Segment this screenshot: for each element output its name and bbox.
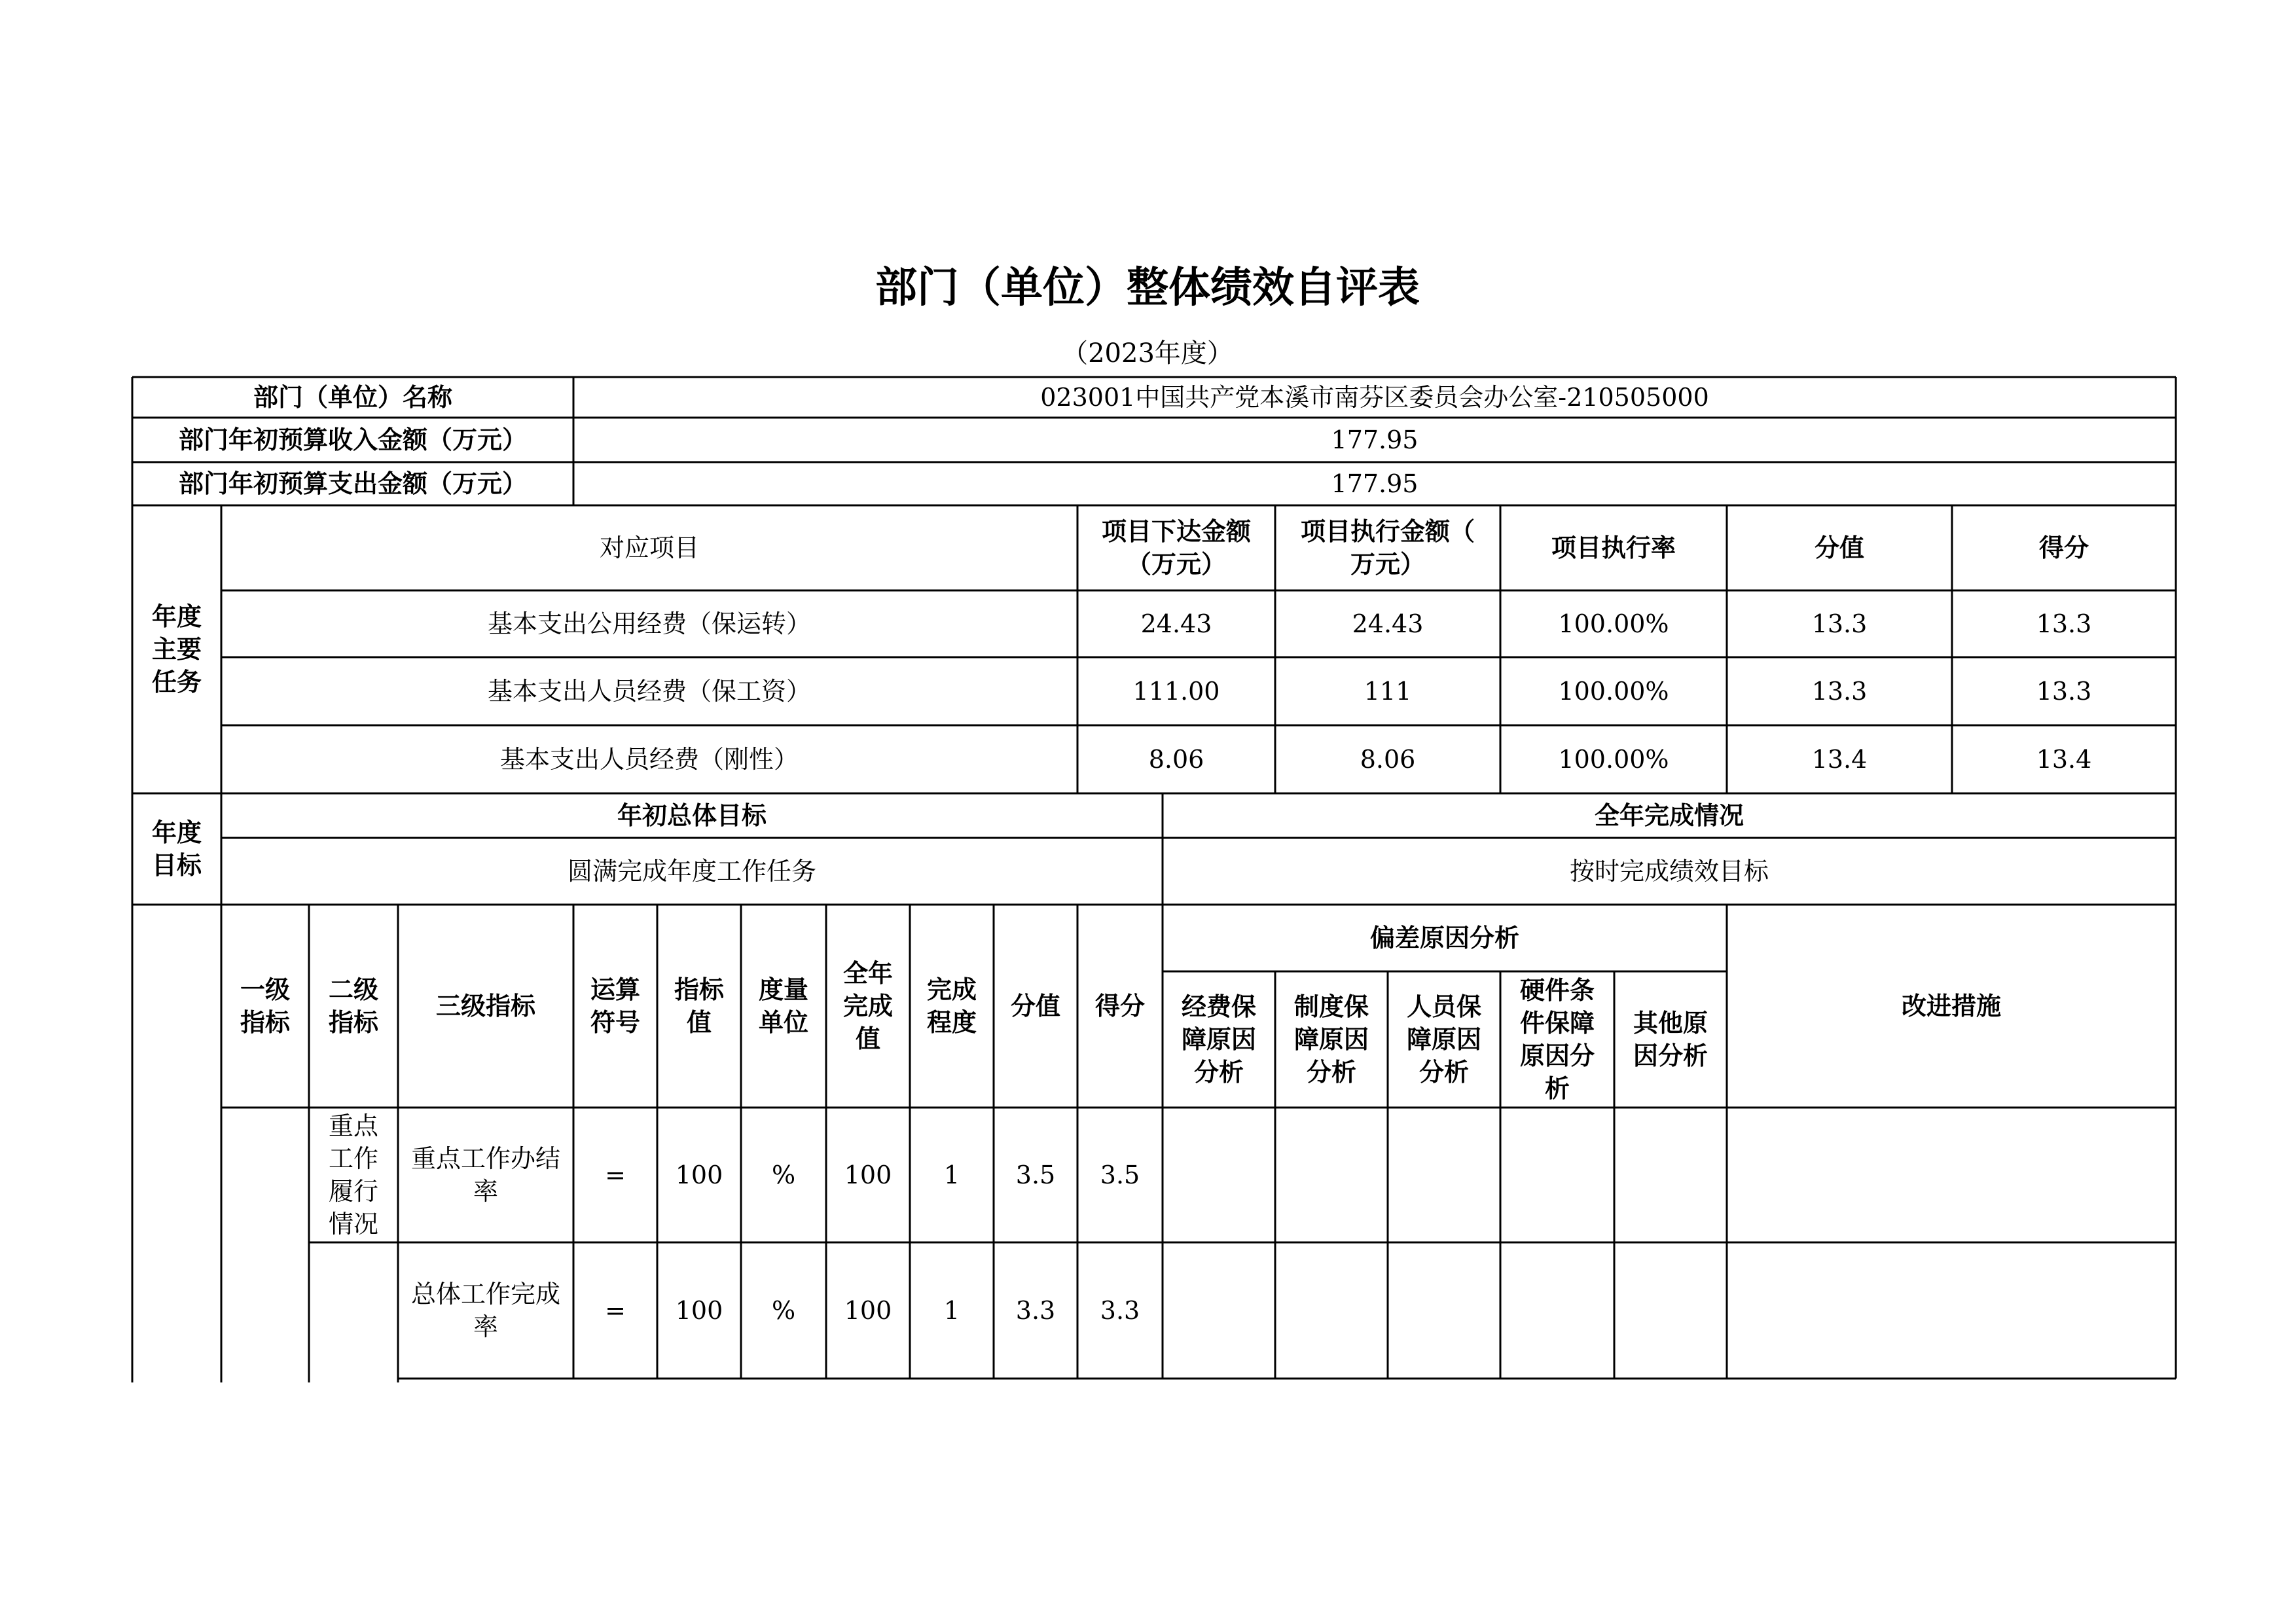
ind-row-operator: = [605, 1161, 626, 1189]
ind-header-unit: 度量 单位 [758, 975, 808, 1037]
task-row-executed: 24.43 [1352, 609, 1424, 638]
ind-row-unit: % [771, 1296, 796, 1325]
ind-row-degree: 1 [943, 1161, 960, 1189]
ind-row-operator: = [605, 1296, 626, 1325]
ind-row-annual: 100 [844, 1161, 892, 1189]
goals-initial-header: 年初总体目标 [617, 801, 767, 830]
ind-row-score-value: 3.5 [1015, 1161, 1056, 1189]
task-row-amount: 24.43 [1140, 609, 1212, 638]
dept-name-label: 部门（单位）名称 [253, 383, 452, 412]
ind-row-target: 100 [675, 1296, 723, 1325]
ind-header-score: 得分 [1094, 992, 1145, 1020]
tasks-side-label: 年度 主要 任务 [151, 602, 202, 696]
ind-header-target: 指标 值 [674, 975, 724, 1037]
task-row-rate: 100.00% [1558, 609, 1669, 638]
page-subtitle: （2023年度） [1062, 338, 1233, 369]
dept-name-value: 023001中国共产党本溪市南芬区委员会办公室-210505000 [1040, 383, 1709, 412]
task-row-item: 基本支出人员经费（保工资） [487, 677, 811, 706]
ind-row-unit: % [771, 1161, 796, 1189]
ind-row-degree: 1 [943, 1296, 960, 1325]
budget-income-value: 177.95 [1331, 425, 1419, 454]
ind-header-degree: 完成 程度 [926, 975, 977, 1037]
ind-header-improve: 改进措施 [1901, 992, 2001, 1020]
task-row-score-value: 13.3 [1811, 609, 1868, 638]
task-row-executed: 8.06 [1360, 745, 1416, 774]
task-row-amount: 8.06 [1148, 745, 1204, 774]
ind-row-score: 3.5 [1100, 1161, 1140, 1189]
ind-header-level3: 三级指标 [435, 992, 535, 1020]
task-row-rate: 100.00% [1558, 745, 1669, 774]
tasks-header-executed: 项目执行金额（ 万元） [1300, 517, 1475, 579]
task-row-executed: 111 [1364, 677, 1412, 706]
ind-header-system: 制度保 障原因 分析 [1293, 992, 1369, 1087]
task-row-amount: 111.00 [1132, 677, 1220, 706]
tasks-header-item: 对应项目 [599, 533, 699, 562]
budget-expense-label: 部门年初预算支出金额（万元） [178, 469, 527, 498]
ind-header-annual: 全年 完成 值 [842, 959, 893, 1053]
task-row-score: 13.4 [2036, 745, 2092, 774]
task-row-score-value: 13.3 [1811, 677, 1868, 706]
ind-header-personnel: 人员保 障原因 分析 [1406, 992, 1481, 1087]
task-row-item: 基本支出公用经费（保运转） [487, 609, 811, 638]
tasks-header-rate: 项目执行率 [1551, 533, 1676, 562]
goals-completion-value: 按时完成绩效目标 [1569, 857, 1769, 886]
ind-header-other: 其他原 因分析 [1633, 1009, 1708, 1070]
tasks-header-amount: 项目下达金额 （万元） [1101, 517, 1251, 579]
task-row-score: 13.3 [2036, 677, 2092, 706]
goals-side-label: 年度 目标 [151, 818, 202, 880]
ind-header-deviation: 偏差原因分析 [1369, 924, 1519, 952]
ind-header-hardware: 硬件条 件保障 原因分 析 [1519, 976, 1595, 1103]
task-row-item: 基本支出人员经费（刚性） [499, 745, 799, 774]
tasks-header-score: 得分 [2038, 533, 2089, 562]
task-row-score: 13.3 [2036, 609, 2092, 638]
ind-row-level3: 总体工作完成 率 [410, 1280, 560, 1341]
budget-income-label: 部门年初预算收入金额（万元） [178, 425, 527, 454]
page-title: 部门（单位）整体绩效自评表 [875, 264, 1420, 312]
ind-header-funding: 经费保 障原因 分析 [1181, 992, 1256, 1087]
ind-row-score: 3.3 [1100, 1296, 1140, 1325]
ind-row-level2: 重点 工作 履行 情况 [328, 1111, 378, 1238]
tasks-header-score-value: 分值 [1814, 533, 1864, 562]
ind-header-score-value: 分值 [1010, 992, 1060, 1020]
task-row-score-value: 13.4 [1811, 745, 1868, 774]
ind-row-score-value: 3.3 [1015, 1296, 1056, 1325]
budget-expense-value: 177.95 [1331, 469, 1419, 498]
goals-initial-value: 圆满完成年度工作任务 [567, 857, 816, 886]
ind-header-operator: 运算 符号 [590, 975, 640, 1037]
ind-row-level3: 重点工作办结 率 [410, 1144, 560, 1206]
task-row-rate: 100.00% [1558, 677, 1669, 706]
ind-row-target: 100 [675, 1161, 723, 1189]
ind-header-level2: 二级 指标 [328, 975, 378, 1037]
goals-completion-header: 全年完成情况 [1594, 801, 1744, 830]
ind-header-level1: 一级 指标 [240, 975, 290, 1037]
ind-row-annual: 100 [844, 1296, 892, 1325]
